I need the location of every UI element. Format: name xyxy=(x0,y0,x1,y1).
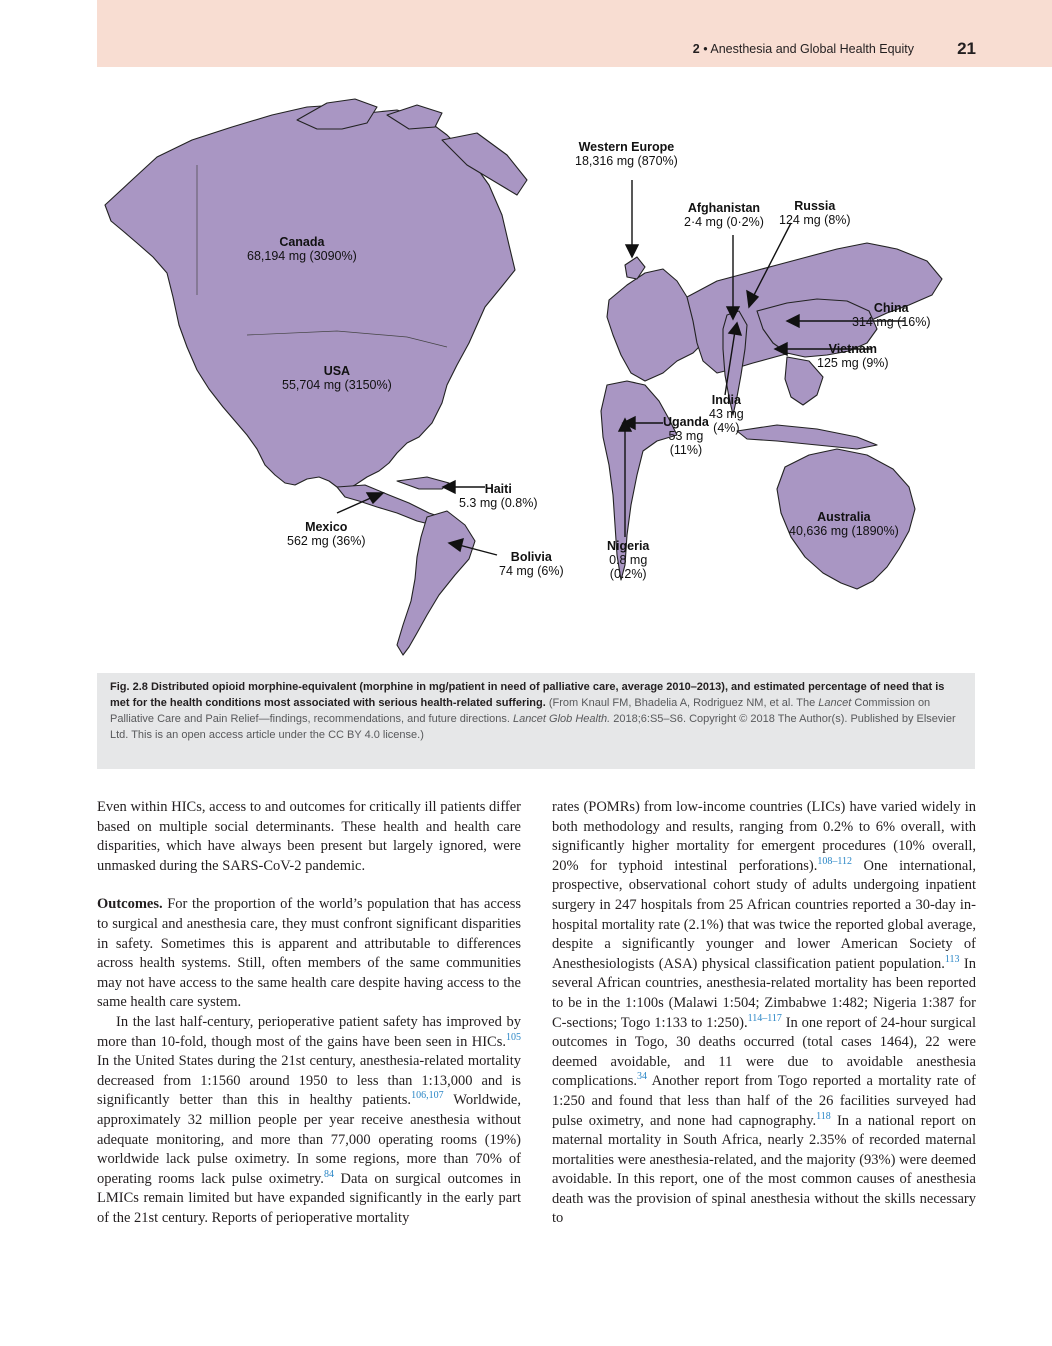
south-america-shape xyxy=(397,511,475,655)
paragraph-text: One international, prospective, observational cohort study of adults undergoing inpatient surgery in 247 hospitals from 25 African countries reported a 30-day in-hospital mortality rate (2.1%) that was twice the reported global average, despite a significantly younger and lower American Society of Anesthesiologists (ASA) physical classification patient population. xyxy=(552,857,977,972)
paragraph-text: Data on surgical outcomes in LMICs remain limited but have expanded significantly in the early part of the 21st century. Reports of perioperative mortality xyxy=(97,1170,521,1226)
north-america-shape xyxy=(105,105,515,490)
paragraph: Even within HICs, access to and outcomes for critically ill patients differ based on multiple social determinants. These health and health care disparities, which have always been present but largely ignored, were unmasked during the SARS-CoV-2 pandemic. xyxy=(97,799,521,874)
reference-link[interactable]: 106,107 xyxy=(411,1090,444,1102)
reference-link[interactable]: 34 xyxy=(636,1071,647,1083)
caption-source-1: (From Knaul FM, Bhadelia A, Rodriguez NM, et al. The xyxy=(548,697,816,709)
label-western-europe: Western Europe 18,316 mg (870%) xyxy=(575,140,678,168)
paragraph-text: Worldwide, approximately 32 million people per year receive anesthesia without adequate monitoring, and more than 77,000 operating rooms (19%) worldwide lack pulse oximetry. In some regions, more than 70% of operating rooms lack pulse oximetry. xyxy=(97,1092,521,1187)
reference-link[interactable]: 114–117 xyxy=(747,1012,782,1024)
arrowhead-western-europe xyxy=(626,245,638,257)
central-america-shape xyxy=(337,485,441,525)
caption-source-3: 2018;6:S5–S6. Copyright © 2018 The Author(s). Published by Elsevier Ltd. This is an open access article under the CC BY 4.0 license.) xyxy=(110,713,956,741)
body-column-right xyxy=(552,798,976,1229)
reference-link[interactable]: 118 xyxy=(816,1110,831,1122)
label-afghanistan: Afghanistan 2·4 mg (0·2%) xyxy=(684,201,764,229)
run-in-heading: Outcomes. xyxy=(97,896,163,913)
page-number: 21 xyxy=(957,39,976,58)
reference-link[interactable]: 84 xyxy=(323,1168,334,1180)
header-band xyxy=(97,0,1052,67)
cartogram-map xyxy=(97,85,975,667)
reference-link[interactable]: 113 xyxy=(944,953,960,965)
label-bolivia: Bolivia 74 mg (6%) xyxy=(499,550,564,578)
caption-label: Fig. 2.8 xyxy=(110,681,148,693)
reference-link[interactable]: 105 xyxy=(506,1031,521,1043)
paragraph-text: In one report of 24-hour surgical outcomes in Togo, 30 deaths occurred (total cases 1464), 22 were deemed avoidable, and 11 were due to avoidable anesthesia complications. xyxy=(552,1014,976,1090)
caption-source-2: Commission on Palliative Care and Pain Relief—findings, recommendations, and future directions. xyxy=(110,697,931,725)
cartogram-figure xyxy=(97,85,975,667)
label-nigeria: Nigeria 0.8 mg (0.2%) xyxy=(607,539,650,581)
paragraph xyxy=(97,1013,521,1229)
indonesia-shape xyxy=(737,425,877,449)
chapter-title: Anesthesia and Global Health Equity xyxy=(710,42,914,56)
label-usa: USA 55,704 mg (3150%) xyxy=(282,364,392,392)
label-canada: Canada 68,194 mg (3090%) xyxy=(247,235,357,263)
paragraph xyxy=(552,798,976,1229)
caption-journal-1: Lancet xyxy=(818,697,852,709)
caribbean-shape xyxy=(397,477,449,489)
paragraph-text: In several African countries, anesthesia-related mortality has been reported to be in the 1:100s (Malawi 1:504; Zimbabwe 1:482; Nigeria 1:387 for C-sections; Togo 1:133 to 1:250). xyxy=(552,955,977,1031)
label-australia: Australia 40,636 mg (1890%) xyxy=(789,510,899,538)
label-china: China 314 mg (16%) xyxy=(852,301,931,329)
label-haiti: Haiti 5.3 mg (0.8%) xyxy=(459,482,538,510)
label-vietnam: Vietnam 125 mg (9%) xyxy=(817,342,889,370)
header-separator: • xyxy=(703,42,708,56)
paragraph-text: rates (POMRs) from low-income countries (LICs) have varied widely in both methodology and results, ranging from 0.2% to 6% overall, with significantly higher mortality for emergent procedures (10% overall, 20% for typhoid intestinal perforations). xyxy=(552,799,976,874)
caption-journal-2: Lancet Glob Health. xyxy=(512,713,611,725)
label-russia: Russia 124 mg (8%) xyxy=(779,199,851,227)
chapter-number: 2 xyxy=(692,42,700,56)
label-mexico: Mexico 562 mg (36%) xyxy=(287,520,366,548)
figure-caption xyxy=(97,673,975,769)
body-column-left xyxy=(97,798,521,1228)
paragraph-text: In the last half-century, perioperative patient safety has improved by more than 10-fold, though most of the gains have been seen in HICs. xyxy=(97,1013,521,1050)
paragraph-text: For the proportion of the world’s population that has access to surgical and anesthesia care, they must confront significant disparities in safety. Sometimes this is apparent and attributable to differences across health systems. Still, often members of the same communities may not have access to the same health care despite having access to the same health care system. xyxy=(97,896,521,1011)
running-header xyxy=(693,42,914,56)
label-india: India 43 mg (4%) xyxy=(709,393,744,435)
reference-link[interactable]: 108–112 xyxy=(817,855,852,867)
paragraph-text: In a national report on maternal mortality in South Africa, nearly 2.35% of recorded maternal mortalities were anesthesia-related, and the majority (93%) were deemed avoidable. In this report, one of the most common causes of anesthesia death was the provision of spinal anesthesia without the skills necessary to xyxy=(552,1112,977,1227)
caption-title: Distributed opioid morphine-equivalent (morphine in mg/patient in need of palliative care, average 2010–2013), and estimated percentage of need that is met for the health conditions most associated with serious health-related suffering. xyxy=(110,681,945,709)
paragraph-text: In the United States during the 21st century, anesthesia-related mortality decreased from 1:1560 around 1950 to less than 1:13,000 and is significantly better than this in healthy patients. xyxy=(97,1053,521,1109)
label-uganda: Uganda 53 mg (11%) xyxy=(663,415,709,457)
paragraph-text: Another report from Togo reported a mortality rate of 1:250 and found that less than half of the 26 facilities surveyed had pulse oximetry, and none had capnography. xyxy=(552,1073,976,1129)
paragraph-outcomes xyxy=(97,895,521,1013)
